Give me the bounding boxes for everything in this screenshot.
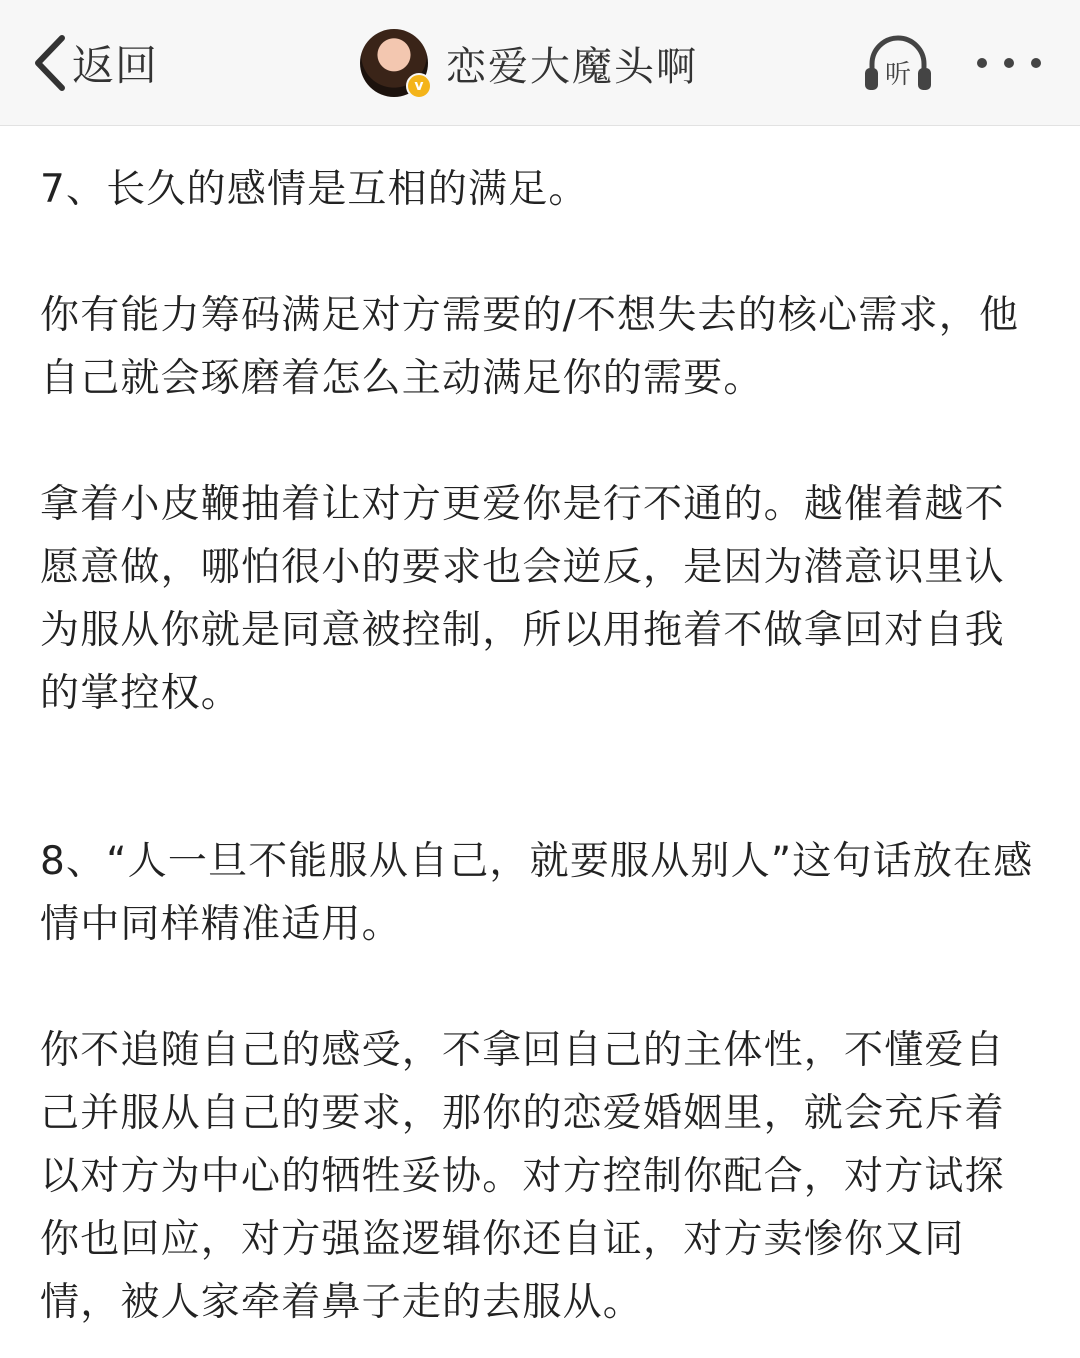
- paragraph: 拿着小皮鞭抽着让对方更爱你是行不通的。越催着越不愿意做，哪怕很小的要求也会逆反，是因为潜意识里认为服从你就是同意被控制，所以用拖着不做拿回对自我的掌控权。: [40, 482, 1005, 716]
- author-name[interactable]: 恋爱大魔头啊: [446, 43, 698, 90]
- paragraph: 8、“人一旦不能服从自己，就要服从别人”这句话放在感情中同样精准适用。: [40, 839, 1034, 947]
- avatar[interactable]: [360, 29, 428, 97]
- verified-badge-icon: v: [406, 73, 432, 99]
- nav-bar: [0, 0, 1080, 126]
- listen-label: 听: [884, 60, 912, 90]
- more-options-button[interactable]: [974, 48, 1044, 78]
- paragraph: 你有能力筹码满足对方需要的/不想失去的核心需求，他自己就会琢磨着怎么主动满足你的需要。: [40, 293, 1020, 401]
- chevron-left-icon: [32, 34, 66, 92]
- author-profile[interactable]: [360, 28, 698, 98]
- headphones-icon: [862, 34, 934, 94]
- listen-button[interactable]: [862, 34, 934, 94]
- back-button[interactable]: [32, 30, 158, 96]
- more-dots-icon: [974, 48, 1044, 78]
- article-body: [40, 158, 1040, 1334]
- paragraph: 你不追随自己的感受，不拿回自己的主体性，不懂爱自己并服从自己的要求，那你的恋爱婚姻里，就会充斥着以对方为中心的牺牲妥协。对方控制你配合，对方试探你也回应，对方强盗逻辑你还自证，对方卖惨你又同情，被人家牵着鼻子走的去服从。: [40, 1028, 1005, 1325]
- paragraph: 7、长久的感情是互相的满足。: [40, 167, 589, 212]
- back-label: 返回: [72, 41, 159, 90]
